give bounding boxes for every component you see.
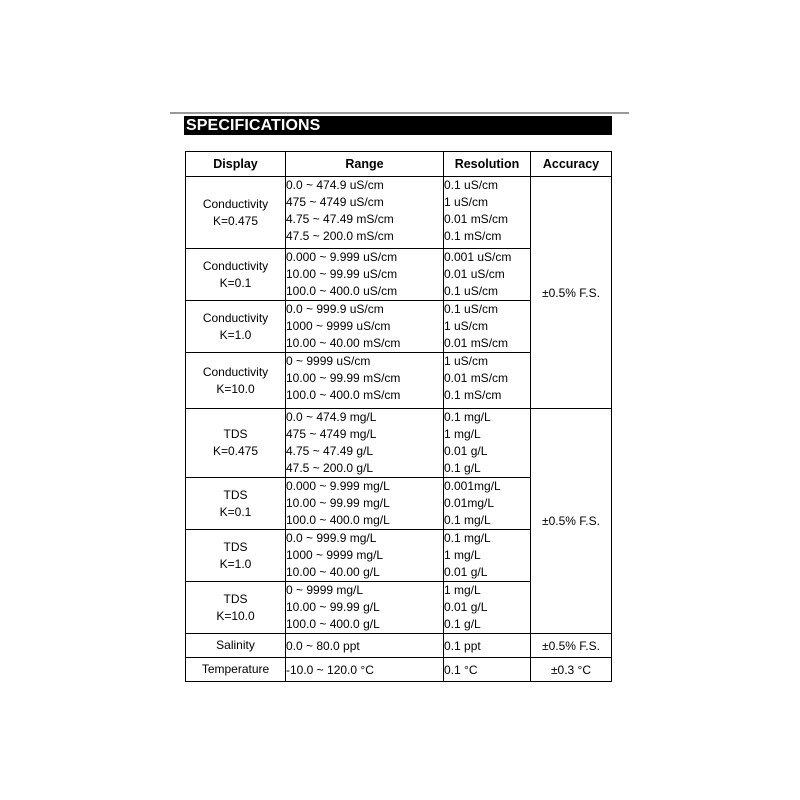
display-name: TDS — [223, 539, 248, 554]
display-cell — [186, 582, 286, 634]
range-line: 1000 ~ 9999 uS/cm — [286, 319, 391, 333]
range-line: 100.0 ~ 400.0 mS/cm — [286, 388, 401, 402]
range-line: 10.00 ~ 40.00 g/L — [286, 565, 380, 579]
display-cell — [186, 409, 286, 478]
header-range: Range — [286, 152, 444, 177]
resolution-line: 0.001 uS/cm — [444, 250, 512, 264]
accuracy-tds: ±0.5% F.S. — [531, 409, 612, 634]
resolution-cell — [444, 249, 531, 301]
range-line: 4.75 ~ 47.49 mS/cm — [286, 212, 394, 226]
resolution-line: 1 uS/cm — [444, 354, 489, 368]
display-name: Conductivity — [202, 258, 269, 273]
display-k: K=1.0 — [219, 327, 252, 342]
resolution-cell — [444, 301, 531, 353]
top-divider — [170, 112, 629, 114]
range-line: 0 ~ 9999 mg/L — [286, 583, 364, 597]
display-salinity: Salinity — [186, 634, 286, 658]
range-line: 0 ~ 9999 uS/cm — [286, 354, 371, 368]
display-name: TDS — [223, 591, 248, 606]
display-name: Conductivity — [202, 310, 269, 325]
section-title: SPECIFICATIONS — [184, 116, 612, 135]
display-k: K=10.0 — [216, 608, 255, 623]
accuracy-salinity: ±0.5% F.S. — [531, 634, 612, 658]
resolution-line: 0.01 mS/cm — [444, 371, 509, 385]
display-name: TDS — [223, 487, 248, 502]
accuracy-temperature: ±0.3 °C — [531, 658, 612, 682]
resolution-line: 0.01mg/L — [444, 496, 495, 510]
accuracy-conductivity: ±0.5% F.S. — [531, 177, 612, 409]
display-cell — [186, 249, 286, 301]
range-line: 47.5 ~ 200.0 mS/cm — [286, 229, 394, 243]
display-k: K=0.1 — [219, 504, 252, 519]
range-salinity: 0.0 ~ 80.0 ppt — [286, 634, 444, 658]
resolution-temperature: 0.1 °C — [444, 658, 531, 682]
display-temperature: Temperature — [186, 658, 286, 682]
resolution-cell — [444, 478, 531, 530]
header-resolution: Resolution — [444, 152, 531, 177]
resolution-cell — [444, 582, 531, 634]
resolution-line: 0.01 g/L — [444, 600, 488, 614]
header-accuracy: Accuracy — [531, 152, 612, 177]
range-line: 0.0 ~ 474.9 uS/cm — [286, 178, 384, 192]
range-line: 10.00 ~ 99.99 g/L — [286, 600, 380, 614]
display-name: TDS — [223, 427, 248, 441]
resolution-line: 0.01 mS/cm — [444, 336, 509, 350]
range-cell — [286, 478, 444, 530]
table-row — [186, 177, 612, 249]
header-row — [186, 152, 612, 177]
range-line: 1000 ~ 9999 mg/L — [286, 548, 384, 562]
resolution-line: 1 mg/L — [444, 548, 481, 562]
resolution-line: 0.1 g/L — [444, 617, 481, 631]
resolution-line: 0.01 g/L — [444, 444, 488, 458]
range-line: 10.00 ~ 99.99 mg/L — [286, 496, 390, 510]
resolution-line: 0.1 mS/cm — [444, 229, 502, 243]
resolution-line: 0.1 uS/cm — [444, 178, 499, 192]
table-row — [186, 409, 612, 478]
resolution-cell — [444, 353, 531, 409]
display-k: K=0.1 — [219, 275, 252, 290]
resolution-line: 0.1 uS/cm — [444, 284, 499, 298]
display-cell — [186, 478, 286, 530]
display-k: K=1.0 — [219, 556, 252, 571]
range-line: 475 ~ 4749 uS/cm — [286, 195, 384, 209]
range-cell — [286, 409, 444, 478]
range-line: 100.0 ~ 400.0 mg/L — [286, 513, 390, 527]
resolution-line: 0.1 mg/L — [444, 410, 491, 424]
range-line: 0.000 ~ 9.999 mg/L — [286, 479, 390, 493]
range-line: 0.0 ~ 474.9 mg/L — [286, 410, 377, 424]
table-row-salinity — [186, 634, 612, 658]
display-k: K=0.475 — [212, 444, 259, 458]
range-cell — [286, 582, 444, 634]
resolution-line: 0.1 mg/L — [444, 513, 491, 527]
range-cell — [286, 249, 444, 301]
table-row-temperature — [186, 658, 612, 682]
resolution-line: 0.001mg/L — [444, 479, 501, 493]
range-cell — [286, 353, 444, 409]
resolution-line: 1 uS/cm — [444, 319, 489, 333]
resolution-line: 0.01 mS/cm — [444, 212, 509, 226]
range-cell — [286, 301, 444, 353]
resolution-line: 0.1 uS/cm — [444, 302, 499, 316]
specifications-table — [185, 151, 612, 682]
display-k: K=10.0 — [216, 381, 255, 396]
resolution-cell — [444, 177, 531, 249]
range-line: 47.5 ~ 200.0 g/L — [286, 461, 374, 475]
display-k: K=0.475 — [212, 213, 259, 228]
range-line: 0.000 ~ 9.999 uS/cm — [286, 250, 398, 264]
resolution-line: 0.1 g/L — [444, 461, 481, 475]
range-line: 0.0 ~ 999.9 mg/L — [286, 531, 377, 545]
resolution-line: 1 uS/cm — [444, 195, 489, 209]
resolution-line: 0.01 g/L — [444, 565, 488, 579]
resolution-line: 0.1 mS/cm — [444, 388, 502, 402]
display-cell — [186, 353, 286, 409]
range-temperature: -10.0 ~ 120.0 °C — [286, 658, 444, 682]
resolution-line: 1 mg/L — [444, 583, 481, 597]
range-line: 475 ~ 4749 mg/L — [286, 427, 377, 441]
resolution-salinity: 0.1 ppt — [444, 634, 531, 658]
resolution-cell — [444, 530, 531, 582]
resolution-cell — [444, 409, 531, 478]
range-cell — [286, 177, 444, 249]
range-line: 4.75 ~ 47.49 g/L — [286, 444, 374, 458]
range-line: 10.00 ~ 99.99 uS/cm — [286, 267, 398, 281]
resolution-line: 0.01 uS/cm — [444, 267, 505, 281]
range-line: 100.0 ~ 400.0 g/L — [286, 617, 380, 631]
range-line: 10.00 ~ 40.00 mS/cm — [286, 336, 401, 350]
range-line: 0.0 ~ 999.9 uS/cm — [286, 302, 384, 316]
display-cell — [186, 177, 286, 249]
header-display: Display — [186, 152, 286, 177]
display-cell — [186, 530, 286, 582]
range-line: 10.00 ~ 99.99 mS/cm — [286, 371, 401, 385]
display-name: Conductivity — [202, 364, 269, 379]
display-name: Conductivity — [202, 196, 269, 211]
resolution-line: 1 mg/L — [444, 427, 481, 441]
display-cell — [186, 301, 286, 353]
range-line: 100.0 ~ 400.0 uS/cm — [286, 284, 398, 298]
resolution-line: 0.1 mg/L — [444, 531, 491, 545]
range-cell — [286, 530, 444, 582]
